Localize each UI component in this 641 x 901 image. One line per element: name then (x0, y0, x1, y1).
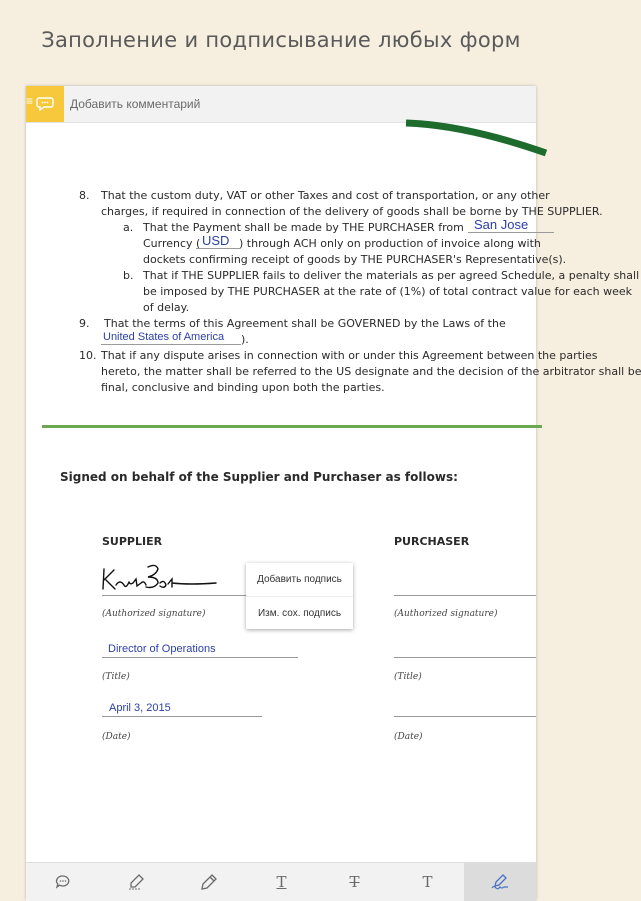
signed-heading: Signed on behalf of the Supplier and Purchaser as follows: (60, 470, 458, 484)
purchaser-title-line[interactable] (394, 657, 536, 658)
purchaser-date-caption: (Date) (394, 732, 423, 742)
clause-number: a. (123, 221, 134, 234)
clause-text: ). (241, 333, 249, 346)
signature-popup-menu (246, 563, 353, 629)
clause-text: That the terms of this Agreement shall be GOVERNED by the Laws of the (104, 317, 506, 330)
tool-text-underline[interactable] (245, 863, 318, 901)
purchaser-title-caption: (Title) (394, 672, 422, 682)
sign-icon (490, 873, 510, 891)
tool-add-text[interactable] (391, 863, 464, 901)
supplier-date-caption: (Date) (102, 732, 131, 742)
currency-field[interactable]: USD (196, 234, 240, 249)
clause-text: That if THE SUPPLIER fails to deliver the materials as per agreed Schedule, a penalty shall (143, 269, 640, 282)
clause-number: 8. (79, 189, 90, 202)
comment-icon (54, 873, 72, 891)
tool-sign[interactable] (464, 863, 536, 901)
supplier-signature[interactable] (100, 559, 220, 597)
section-divider (42, 425, 542, 428)
clause-text: be imposed by THE PURCHASER at the rate of (1%) of total contract value for each week (143, 285, 633, 298)
tool-highlighter[interactable] (99, 863, 172, 901)
comment-badge[interactable] (26, 86, 64, 122)
clause-text: That the Payment shall be made by THE PURCHASER from (143, 221, 464, 234)
clause-text: of delay. (143, 301, 190, 314)
clause-text: charges, if required in connection of the delivery of goods shall be borne by THE SUPPLIER. (101, 205, 603, 218)
supplier-date-field[interactable]: April 3, 2015 (109, 702, 171, 714)
supplier-title-line (102, 657, 298, 658)
decorative-arc (406, 117, 546, 157)
text-underline-icon: T (276, 873, 287, 891)
supplier-signature-caption: (Authorized signature) (102, 609, 206, 619)
add-text-icon: T (422, 873, 433, 891)
promo-headline: Заполнение и подписывание любых форм (41, 28, 521, 52)
clause-number: 10. (79, 349, 97, 362)
payment-from-field[interactable]: San Jose (468, 218, 554, 233)
clause-text: ) through ACH only on production of invoice along with (239, 237, 541, 250)
governing-law-field[interactable]: United States of America (101, 330, 241, 345)
menu-icon[interactable]: ≡ (26, 94, 34, 108)
pencil-icon (200, 873, 218, 891)
app-window (26, 86, 641, 900)
annotation-toolbar (26, 862, 536, 901)
clause-text: That the custom duty, VAT or other Taxes and cost of transportation, or any other (101, 189, 550, 202)
comment-input-placeholder[interactable]: Добавить комментарий (70, 97, 201, 111)
supplier-title-caption: (Title) (102, 672, 130, 682)
purchaser-signature-caption: (Authorized signature) (394, 609, 498, 619)
purchaser-signature-line[interactable] (394, 595, 536, 596)
clause-text: That if any dispute arises in connection with or under this Agreement between the parties (101, 349, 598, 362)
add-signature-menu-item[interactable]: Добавить подпись (257, 574, 342, 585)
tool-comment[interactable] (26, 863, 99, 901)
clause-text: hereto, the matter shall be referred to the US designate and the decision of the arbitrator shall be (101, 365, 641, 378)
purchaser-date-line[interactable] (394, 716, 536, 717)
clause-number: 9. (79, 317, 90, 330)
supplier-date-line (102, 716, 262, 717)
clause-text: Currency ( (143, 237, 201, 250)
clause-text: final, conclusive and binding upon both the parties. (101, 381, 385, 394)
text-strikethrough-icon: T (349, 873, 360, 891)
highlighter-icon (127, 873, 145, 891)
clause-text: dockets confirming receipt of goods by THE PURCHASER's Representative(s). (143, 253, 567, 266)
supplier-title-field[interactable]: Director of Operations (108, 643, 216, 655)
document-page (26, 123, 641, 862)
purchaser-heading: PURCHASER (394, 535, 470, 548)
comment-icon (36, 94, 54, 112)
edit-saved-signature-menu-item[interactable]: Изм. сох. подпись (246, 596, 353, 630)
tool-text-strikethrough[interactable] (318, 863, 391, 901)
supplier-heading: SUPPLIER (102, 535, 163, 548)
tool-pencil[interactable] (172, 863, 245, 901)
clause-number: b. (123, 269, 134, 282)
